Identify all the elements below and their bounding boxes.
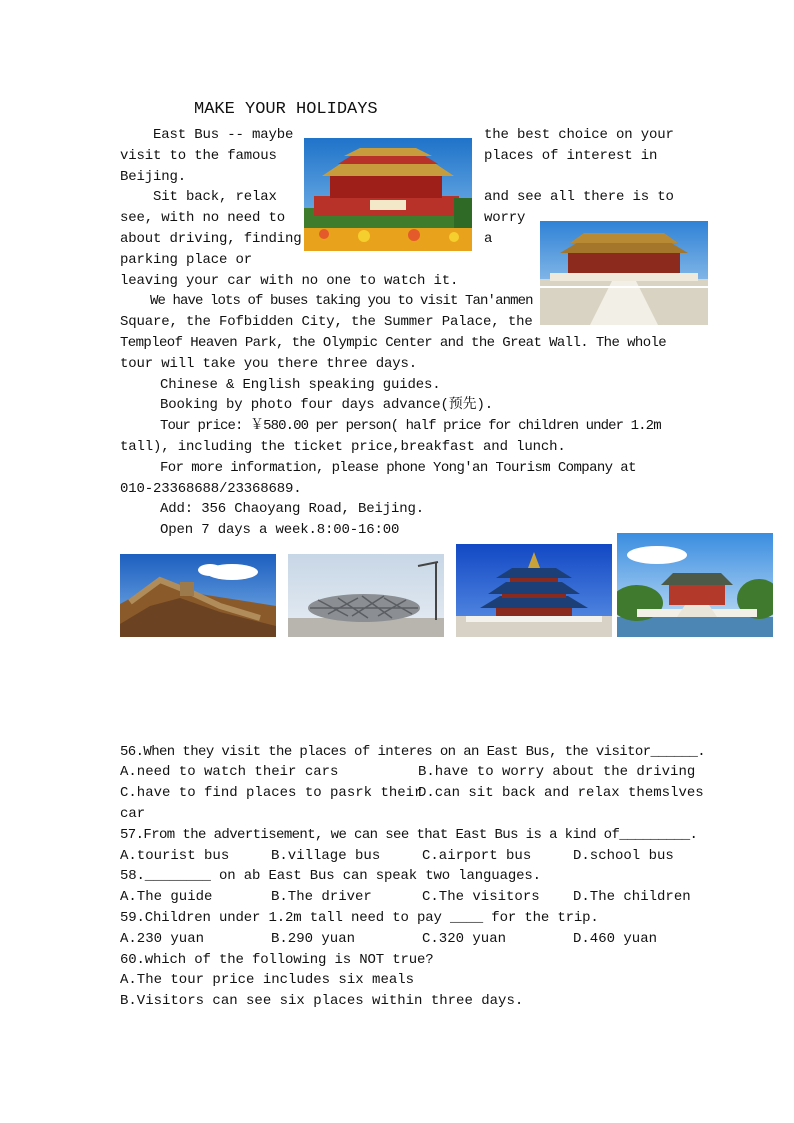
great-wall-photo: [120, 554, 276, 637]
question-56-option-a: A.need to watch their cars: [120, 764, 339, 780]
tiananmen-gate-photo: [304, 138, 472, 251]
question-56-option-c: C.have to find places to pasrk their: [120, 785, 423, 801]
passage-line: worry: [484, 210, 526, 226]
passage-line: For more information, please phone Yong'an Tourism Company at: [160, 460, 636, 476]
forbidden-city-hall-photo: [540, 221, 708, 325]
question-57-option-b: B.village bus: [271, 848, 381, 864]
passage-line: 010-23368688/23368689.: [120, 481, 302, 497]
passage-line: and see all there is to: [484, 189, 674, 205]
question-58-option-a: A.The guide: [120, 889, 213, 905]
question-56-option-b: B.have to worry about the driving: [418, 764, 696, 780]
question-57-option-a: A.tourist bus: [120, 848, 230, 864]
question-58-option-b: B.The driver: [271, 889, 372, 905]
olympic-birds-nest-photo: [288, 554, 444, 637]
passage-line: Sit back, relax: [153, 189, 277, 205]
question-56-stem: 56.When they visit the places of interes on an East Bus, the visitor______.: [120, 744, 706, 760]
summer-palace-photo: [617, 533, 773, 637]
question-57-stem: 57.From the advertisement, we can see that East Bus is a kind of_________.: [120, 827, 698, 843]
question-58-option-d: D.The children: [573, 889, 691, 905]
passage-line: the best choice on your: [484, 127, 674, 143]
passage-line: Booking by photo four days advance(预先).: [160, 397, 494, 413]
question-56-option-c-continued: car: [120, 806, 146, 822]
question-57-option-d: D.school bus: [573, 848, 674, 864]
passage-line: Square, the Fofbidden City, the Summer Palace, the: [120, 314, 533, 330]
passage-line: parking place or: [120, 252, 253, 268]
question-60-option-a: A.The tour price includes six meals: [120, 972, 415, 988]
passage-line: East Bus -- maybe: [153, 127, 294, 143]
passage-line: Templeof Heaven Park, the Olympic Center and the Great Wall. The whole: [120, 335, 667, 351]
passage-line: leaving your car with no one to watch it.: [120, 273, 459, 289]
question-59-option-a: A.230 yuan: [120, 931, 205, 947]
passage-line: visit to the famous: [120, 148, 277, 164]
passage-line: tall), including the ticket price,breakfast and lunch.: [120, 439, 566, 455]
question-59-option-b: B.290 yuan: [271, 931, 356, 947]
passage-line: Add: 356 Chaoyang Road, Beijing.: [160, 501, 425, 517]
passage-line: places of interest in: [484, 148, 658, 164]
passage-line: see, with no need to: [120, 210, 286, 226]
passage-line: Tour price: ￥580.00 per person( half price for children under 1.2m: [160, 418, 661, 434]
question-58-stem: 58.________ on ab East Bus can speak two languages.: [120, 868, 541, 884]
question-59-option-d: D.460 yuan: [573, 931, 658, 947]
passage-line: Open 7 days a week.8:00-16:00: [160, 522, 400, 538]
question-59-stem: 59.Children under 1.2m tall need to pay ____ for the trip.: [120, 910, 599, 926]
passage-line: Beijing.: [120, 169, 187, 185]
temple-of-heaven-photo: [456, 544, 612, 637]
question-58-option-c: C.The visitors: [422, 889, 540, 905]
passage-line: a: [484, 231, 493, 247]
passage-line: We have lots of buses taking you to visit Tan'anmen: [150, 293, 533, 309]
question-56-option-d: D.can sit back and relax themslves: [418, 785, 704, 801]
page-title: MAKE YOUR HOLIDAYS: [194, 100, 378, 119]
question-60-stem: 60.which of the following is NOT true?: [120, 952, 434, 968]
passage-line: about driving, finding: [120, 231, 302, 247]
passage-line: tour will take you there three days.: [120, 356, 418, 372]
question-59-option-c: C.320 yuan: [422, 931, 507, 947]
passage-line: Chinese & English speaking guides.: [160, 377, 441, 393]
question-57-option-c: C.airport bus: [422, 848, 532, 864]
question-60-option-b: B.Visitors can see six places within three days.: [120, 993, 524, 1009]
